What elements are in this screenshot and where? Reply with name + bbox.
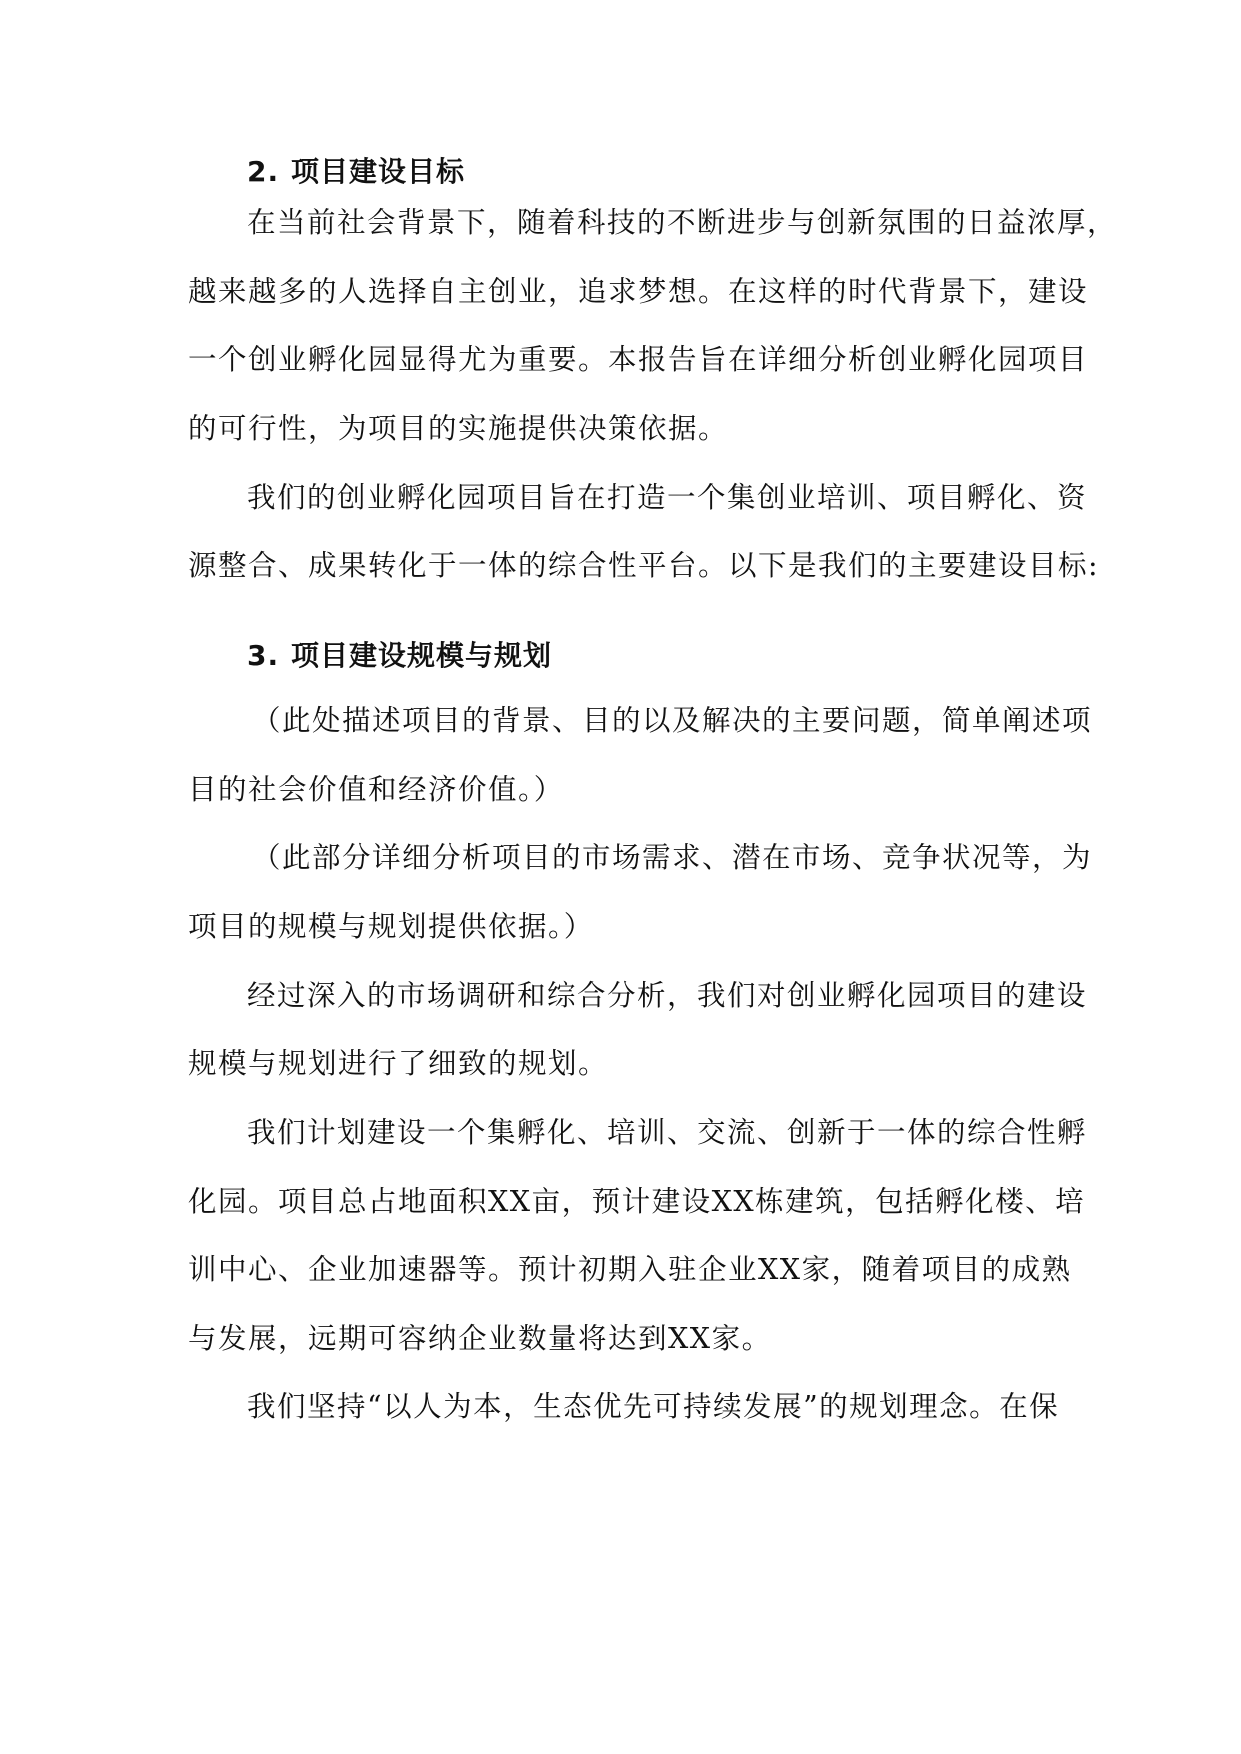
paragraph-line: 与发展，远期可容纳企业数量将达到XX家。	[188, 1322, 772, 1355]
paragraph-line: （此部分详细分析项目的市场需求、潜在市场、竞争状况等，为	[252, 841, 1093, 874]
paragraph-line: 项目的规模与规划提供依据。）	[188, 910, 594, 943]
paragraph-line: 目的社会价值和经济价值。）	[188, 773, 564, 806]
paragraph-line: 我们计划建设一个集孵化、培训、交流、创新于一体的综合性孵	[247, 1116, 1088, 1149]
paragraph-line: 越来越多的人选择自主创业，追求梦想。在这样的时代背景下，建设	[188, 275, 1089, 308]
paragraph-line: 的可行性，为项目的实施提供决策依据。	[188, 412, 729, 445]
paragraph-line: 一个创业孵化园显得尤为重要。本报告旨在详细分析创业孵化园项目	[188, 343, 1089, 376]
section-title: 项目建设目标	[291, 155, 466, 188]
paragraph-line: 源整合、成果转化于一体的综合性平台。以下是我们的主要建设目标:	[188, 549, 1100, 582]
section-number: 2.	[247, 155, 280, 188]
paragraph-line: 规模与规划进行了细致的规划。	[188, 1047, 609, 1080]
paragraph-line: 我们坚持“以人为本，生态优先可持续发展”的规划理念。在保	[247, 1390, 1060, 1423]
section-heading-2	[247, 152, 465, 192]
paragraph-line: （此处描述项目的背景、目的以及解决的主要问题，简单阐述项	[252, 704, 1093, 737]
paragraph-line: 在当前社会背景下，随着科技的不断进步与创新氛围的日益浓厚，	[247, 206, 1118, 239]
section-heading-3	[247, 636, 552, 676]
section-number: 3.	[247, 639, 280, 672]
section-title: 项目建设规模与规划	[291, 639, 553, 672]
paragraph-line: 化园。项目总占地面积XX亩，预计建设XX栋建筑，包括孵化楼、培	[188, 1185, 1086, 1218]
paragraph-line: 经过深入的市场调研和综合分析，我们对创业孵化园项目的建设	[247, 979, 1088, 1012]
paragraph-line: 我们的创业孵化园项目旨在打造一个集创业培训、项目孵化、资	[247, 481, 1088, 514]
paragraph-line: 训中心、企业加速器等。预计初期入驻企业XX家，随着项目的成熟	[188, 1253, 1072, 1286]
